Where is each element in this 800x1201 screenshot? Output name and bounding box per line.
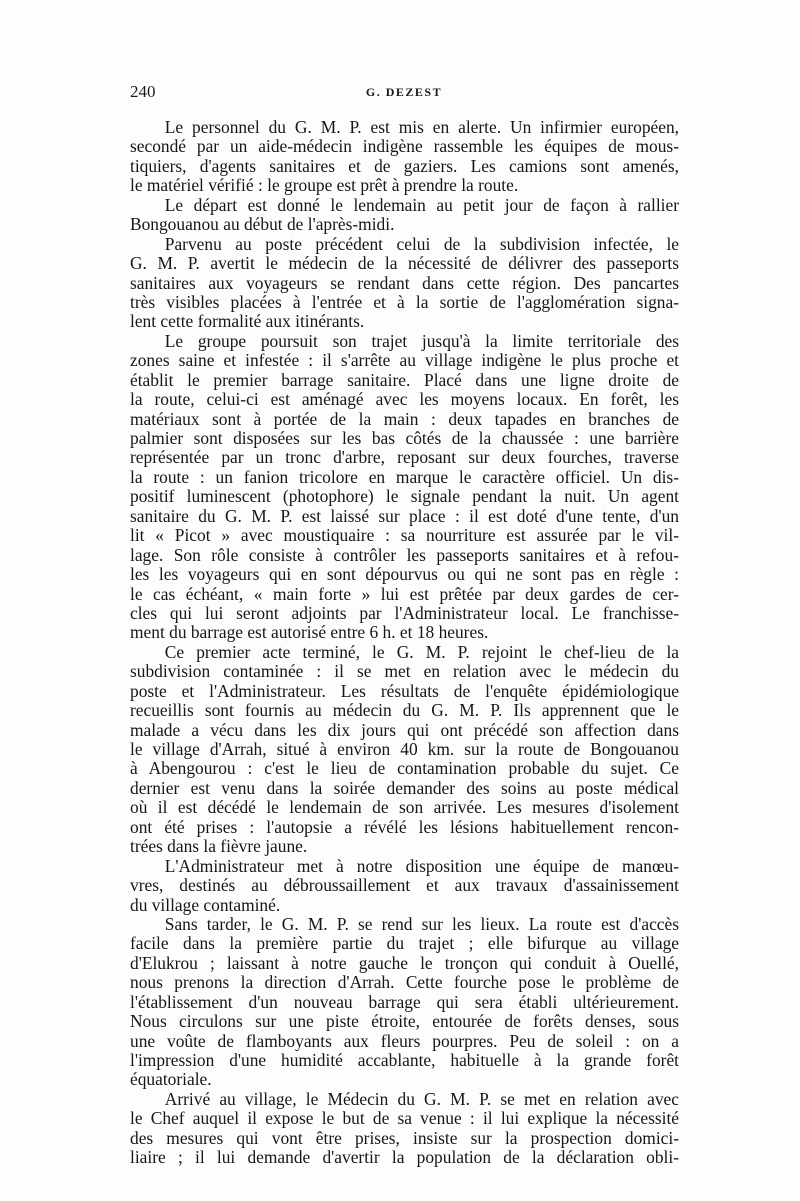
text-line: Bongouanou au début de l'après-midi. xyxy=(130,214,395,235)
text-line: où il est décédé le lendemain de son arrivée. Les mesures d'isolement xyxy=(130,797,679,818)
text-line: Le groupe poursuit son trajet jusqu'à la limite territoriale des xyxy=(130,330,679,351)
text-line: ment du barrage est autorisé entre 6 h. et 18 heures. xyxy=(130,622,489,643)
text-line: Le départ est donné le lendemain au petit jour de façon à rallier xyxy=(130,194,679,215)
paragraph xyxy=(130,857,679,915)
paragraph xyxy=(130,196,679,235)
text-line: Sans tarder, le G. M. P. se rend sur les lieux. La route est d'accès xyxy=(130,913,679,934)
text-line: lit « Picot » avec moustiquaire : sa nourriture est assurée par le vil- xyxy=(130,525,679,546)
text-line: Arrivé au village, le Médecin du G. M. P. se met en relation avec xyxy=(130,1088,679,1109)
paragraph xyxy=(130,1090,679,1168)
text-line: zones saine et infestée : il s'arrête au village indigène le plus proche et xyxy=(130,350,679,371)
text-line: très visibles placées à l'entrée et à la sortie de l'agglomération signa- xyxy=(130,291,679,312)
text-line: matériaux sont à portée de la main : deux tapades en branches de xyxy=(130,408,679,429)
page-number: 240 xyxy=(130,82,156,101)
text-line: Le personnel du G. M. P. est mis en alerte. Un infirmier européen, xyxy=(130,117,679,137)
body-text xyxy=(130,118,679,1168)
paragraph xyxy=(130,643,679,857)
text-line: cles qui lui seront adjoints par l'Administrateur local. Le franchisse- xyxy=(130,602,679,623)
text-line: lage. Son rôle consiste à contrôler les passeports sanitaires et à refou- xyxy=(130,544,679,565)
text-line: G. M. P. avertit le médecin de la nécessité de délivrer des passeports xyxy=(130,253,679,274)
text-line: L'Administrateur met à notre disposition une équipe de manœu- xyxy=(130,855,679,876)
text-line: subdivision contaminée : il se met en relation avec le médecin du xyxy=(130,661,679,682)
text-line: trées dans la fièvre jaune. xyxy=(130,836,308,857)
text-line: établit le premier barrage sanitaire. Placé dans une ligne droite de xyxy=(130,369,679,390)
text-line: équatoriale. xyxy=(130,1069,212,1090)
text-line: les les voyageurs qui en sont dépourvus ou qui ne sont pas en règle : xyxy=(130,564,679,585)
text-line: la route, celui-ci est aménagé avec les moyens locaux. En forêt, les xyxy=(130,389,679,410)
text-line: du village contaminé. xyxy=(130,894,281,915)
text-line: liaire ; il lui demande d'avertir la population de la déclaration obli- xyxy=(130,1147,679,1168)
text-line: sanitaire du G. M. P. est laissé sur place : il est doté d'une tente, d'un xyxy=(130,505,679,526)
text-line: dernier est venu dans la soirée demander des soins au poste médical xyxy=(130,777,679,798)
text-line: poste et l'Administrateur. Les résultats de l'enquête épidémiologique xyxy=(130,680,679,701)
text-line: Parvenu au poste précédent celui de la subdivision infectée, le xyxy=(130,233,679,254)
text-line: le Chef auquel il expose le but de sa venue : il lui explique la nécessité xyxy=(130,1108,679,1129)
text-line: secondé par un aide-médecin indigène rassemble les équipes de mous- xyxy=(130,136,679,157)
text-line: nous prenons la direction d'Arrah. Cette fourche pose le problème de xyxy=(130,972,679,993)
text-line: Ce premier acte terminé, le G. M. P. rejoint le chef-lieu de la xyxy=(130,641,679,662)
text-line: Nous circulons sur une piste étroite, entourée de forêts denses, sous xyxy=(130,1011,679,1032)
text-line: recueillis sont fournis au médecin du G. M. P. Ils apprennent que le xyxy=(130,700,679,721)
text-line: le cas échéant, « main forte » lui est prêtée par deux gardes de cer- xyxy=(130,583,679,604)
text-line: lent cette formalité aux itinérants. xyxy=(130,311,365,332)
text-line: ont été prises : l'autopsie a révélé les lésions habituellement rencon- xyxy=(130,816,679,837)
text-line: l'établissement d'un nouveau barrage qui sera établi ultérieurement. xyxy=(130,991,679,1012)
text-line: vres, destinés au débroussaillement et aux travaux d'assainissement xyxy=(130,875,679,896)
text-line: palmier sont disposées sur les bas côtés de la chaussée : une barrière xyxy=(130,428,679,448)
text-line: le village d'Arrah, situé à environ 40 km. sur la route de Bongouanou xyxy=(130,739,679,759)
text-line: le matériel vérifié : le groupe est prêt à prendre la route. xyxy=(130,175,519,196)
paragraph xyxy=(130,235,679,332)
running-head: G. DEZEST xyxy=(365,85,443,99)
page-header xyxy=(130,82,678,104)
text-line: d'Elukrou ; laissant à notre gauche le tronçon qui conduit à Ouellé, xyxy=(130,952,679,973)
text-line: sanitaires aux voyageurs se rendant dans cette région. Des pancartes xyxy=(130,272,679,293)
text-line: l'impression d'une humidité accablante, habituelle à la grande forêt xyxy=(130,1050,679,1070)
paragraph xyxy=(130,118,679,196)
text-line: la route : un fanion tricolore en marque le caractère officiel. Un dis- xyxy=(130,466,679,487)
text-line: malade a vécu dans les dix jours qui ont précédé son affection dans xyxy=(130,719,679,740)
text-line: des mesures qui vont être prises, insiste sur la prospection domici- xyxy=(130,1127,679,1148)
text-line: représentée par un tronc d'arbre, reposant sur deux fourches, traverse xyxy=(130,447,679,468)
text-line: une voûte de flamboyants aux fleurs pourpres. Peu de soleil : on a xyxy=(130,1030,679,1051)
paragraph xyxy=(130,915,679,1090)
text-line: tiquiers, d'agents sanitaires et de gaziers. Les camions sont amenés, xyxy=(130,155,679,176)
text-line: positif luminescent (photophore) le signale pendant la nuit. Un agent xyxy=(130,486,679,507)
text-line: facile dans la première partie du trajet ; elle bifurque au village xyxy=(130,933,679,954)
paragraph xyxy=(130,332,679,643)
text-line: à Abengourou : c'est le lieu de contamination probable du sujet. Ce xyxy=(130,758,679,779)
